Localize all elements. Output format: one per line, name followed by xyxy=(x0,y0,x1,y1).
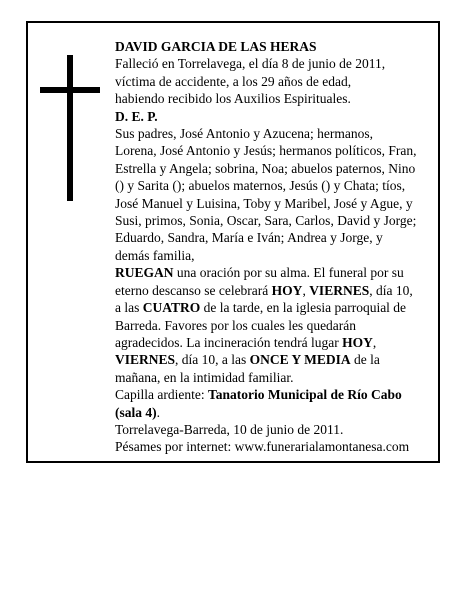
request-text-9: de la xyxy=(350,352,380,368)
death-line-3: habiendo recibido los Auxilios Espirituales. xyxy=(115,91,351,107)
rip-abbreviation: D. E. P. xyxy=(115,108,158,124)
request-comma-1: , xyxy=(302,282,310,298)
request-line-7: mañana, en la intimidad familiar. xyxy=(115,369,294,385)
request-text-5: de la tarde, en la iglesia parroquial de xyxy=(200,300,407,316)
request-text-1: una oración por su alma. El funeral por su xyxy=(173,265,404,281)
friday-word: VIERNES xyxy=(309,282,370,298)
family-line-1: Sus padres, José Antonio y Azucena; hermanos, xyxy=(115,126,373,142)
chapel-room: (sala 4) xyxy=(115,404,157,420)
cross-vertical-bar xyxy=(67,55,73,201)
chapel-line-1 xyxy=(115,386,425,403)
request-line-5 xyxy=(115,334,425,351)
cross-icon xyxy=(40,55,100,201)
family-line-7: Eduardo, Sandra, María e Iván; Andrea y Jorge, y xyxy=(115,230,383,246)
four-oclock-word: CUATRO xyxy=(142,300,201,316)
request-line-6 xyxy=(115,351,425,368)
chapel-line-2 xyxy=(115,404,425,421)
condolences-line: Pésames por internet: www.funerarialamontanesa.com xyxy=(115,439,410,455)
friday-word-2: VIERNES xyxy=(115,352,176,368)
chapel-place: Tanatorio Municipal de Río Cabo xyxy=(207,387,402,403)
half-past-eleven-word: ONCE Y MEDIA xyxy=(249,352,351,368)
family-line-4: () y Sarita (); abuelos maternos, Jesús () y Chata; tíos, xyxy=(115,178,406,194)
request-line-4: Barreda. Favores por los cuales les quedarán xyxy=(115,317,357,333)
request-text-2: eterno descanso se celebrará xyxy=(115,282,272,298)
request-line-2 xyxy=(115,282,425,299)
family-line-8: demás familia, xyxy=(115,247,195,263)
request-line-3 xyxy=(115,299,425,316)
death-line-2: víctima de accidente, a los 29 años de edad, xyxy=(115,73,352,89)
family-line-6: Susi, primos, Sonia, Oscar, Sara, Carlos, David y Jorge; xyxy=(115,213,417,229)
today-word: HOY xyxy=(271,282,303,298)
family-line-3: Estrella y Angela; sobrina, Noa; abuelos paternos, Nino xyxy=(115,160,416,176)
request-line-1 xyxy=(115,264,425,281)
ruegan-word: RUEGAN xyxy=(115,265,174,281)
chapel-label: Capilla ardiente: xyxy=(115,387,208,403)
family-line-2: Lorena, José Antonio y Jesús; hermanos políticos, Fran, xyxy=(115,143,417,159)
obituary-notice xyxy=(26,21,440,463)
family-line-5: José Manuel y Luisina, Toby y Maribel, José y Ague, y xyxy=(115,195,413,211)
dateline: Torrelavega-Barreda, 10 de junio de 2011. xyxy=(115,421,344,437)
death-line-1: Falleció en Torrelavega, el día 8 de junio de 2011, xyxy=(115,56,386,72)
request-text-8: , día 10, a las xyxy=(175,352,250,368)
today-word-2: HOY xyxy=(342,334,373,350)
request-text-7: agradecidos. La incineración tendrá lugar xyxy=(115,334,343,350)
notice-text xyxy=(115,38,425,456)
cross-horizontal-bar xyxy=(40,87,100,93)
request-comma-2: , xyxy=(372,334,377,350)
request-text-3: , día 10, xyxy=(369,282,413,298)
deceased-name: DAVID GARCIA DE LAS HERAS xyxy=(115,39,317,54)
request-text-4: a las xyxy=(115,300,143,316)
chapel-period: . xyxy=(156,404,160,420)
